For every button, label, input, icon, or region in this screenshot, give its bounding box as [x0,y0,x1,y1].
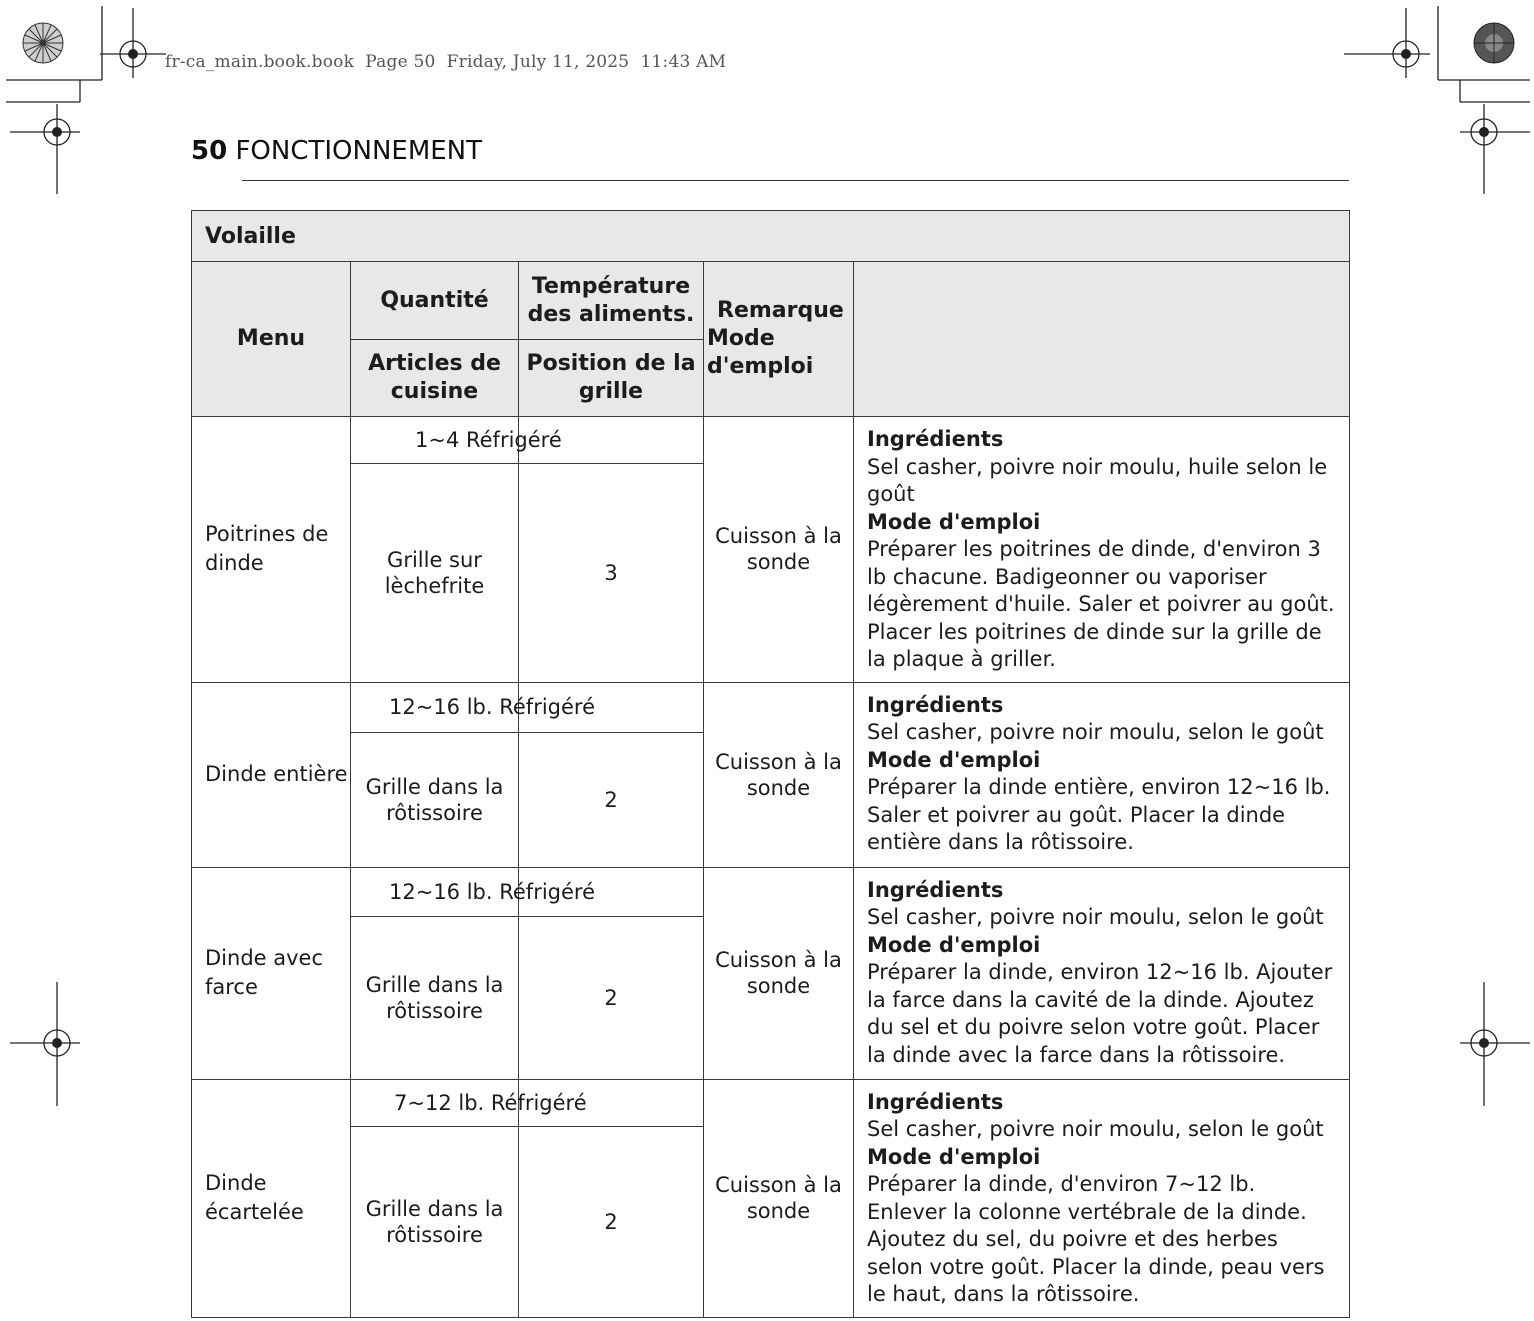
page-number: 50 [191,136,228,166]
remark-cell: Cuisson à la sonde [704,1079,854,1317]
header-remark [704,262,854,417]
method-label: Mode d'emploi [867,509,1041,534]
table-title: Volaille [192,211,1350,262]
page-header [191,136,482,166]
menu-cell: Dinde avec farce [192,867,351,1079]
ingredients-label: Ingrédients [867,692,1004,717]
quantity-temp-text: 1~4 Réfrigéré [415,428,562,453]
quantity-temp-text: 12~16 lb. Réfrigéré [389,879,596,904]
cookware-cell: Grille dans la rôtissoire [351,916,519,1079]
cookware-cell: Grille dans la rôtissoire [351,732,519,867]
instructions-cell [854,867,1350,1079]
remark-cell: Cuisson à la sonde [704,417,854,683]
ingredients-text: Sel casher, poivre noir moulu, selon le goût [867,905,1324,929]
print-slug: fr-ca_main.book.book Page 50 Friday, July 11, 2025 11:43 AM [165,52,727,72]
header-cookware: Articles de cuisine [351,340,519,417]
cookware-cell: Grille sur lèchefrite [351,464,519,682]
instructions-cell [854,682,1350,867]
header-food-temp: Température des aliments. [519,262,704,340]
menu-cell: Dinde écartelée [192,1079,351,1317]
remark-cell: Cuisson à la sonde [704,867,854,1079]
quantity-temp-text: 7~12 lb. Réfrigéré [394,1090,587,1115]
ingredients-text: Sel casher, poivre noir moulu, huile selon le goût [867,454,1328,506]
quantity-temp-cell [351,867,704,916]
header-instructions-cell [854,262,1350,417]
method-text: Préparer les poitrines de dinde, d'environ 3 lb chacune. Badigeonner ou vaporiser légèrement d'huile. Saler et poivrer au goût. Placer les poitrines de dinde sur la grille de la plaque à griller. [867,537,1335,671]
rack-cell: 2 [519,1126,704,1317]
quantity-temp-cell [351,417,704,464]
quantity-temp-text: 12~16 lb. Réfrigéré [389,695,596,719]
remark-cell: Cuisson à la sonde [704,682,854,867]
cookware-cell: Grille dans la rôtissoire [351,1126,519,1317]
method-label: Mode d'emploi [867,1144,1041,1169]
quantity-temp-cell [351,1079,704,1126]
method-label: Mode d'emploi [867,747,1041,772]
header-quantity: Quantité [351,262,519,340]
ingredients-label: Ingrédients [867,427,1004,451]
header-rack-position: Position de la grille [519,340,704,417]
method-text: Préparer la dinde, environ 12~16 lb. Ajouter la farce dans la cavité de la dinde. Ajoutez du sel et du poivre selon votre goût. Placer la dinde avec la farce dans la rôtissoire. [867,960,1333,1067]
ingredients-label: Ingrédients [867,877,1004,902]
instructions-cell [854,417,1350,683]
header-instructions-label: Mode d'emploi [707,326,814,379]
header-rule [242,180,1349,181]
ingredients-label: Ingrédients [867,1089,1004,1114]
rack-cell: 2 [519,732,704,867]
instructions-cell [854,1079,1350,1317]
section-title: FONCTIONNEMENT [235,136,483,166]
volaille-table [191,210,1350,1318]
header-remark-label: Remarque [717,298,844,323]
method-text: Préparer la dinde, d'environ 7~12 lb. Enlever la colonne vertébrale de la dinde. Ajoutez du sel, du poivre et des herbes selon votre goût. Placer la dinde, peau vers le haut, dans la rôtissoire. [867,1172,1325,1306]
quantity-temp-cell [351,682,704,732]
method-label: Mode d'emploi [867,932,1041,957]
ingredients-text: Sel casher, poivre noir moulu, selon le goût [867,720,1324,744]
header-menu: Menu [192,262,351,417]
rack-cell: 2 [519,916,704,1079]
rack-cell: 3 [519,464,704,682]
ingredients-text: Sel casher, poivre noir moulu, selon le goût [867,1117,1324,1141]
menu-cell: Dinde entière [192,682,351,867]
menu-cell: Poitrines de dinde [192,417,351,683]
method-text: Préparer la dinde entière, environ 12~16 lb. Saler et poivrer au goût. Placer la dinde entière dans la rôtissoire. [867,775,1331,854]
